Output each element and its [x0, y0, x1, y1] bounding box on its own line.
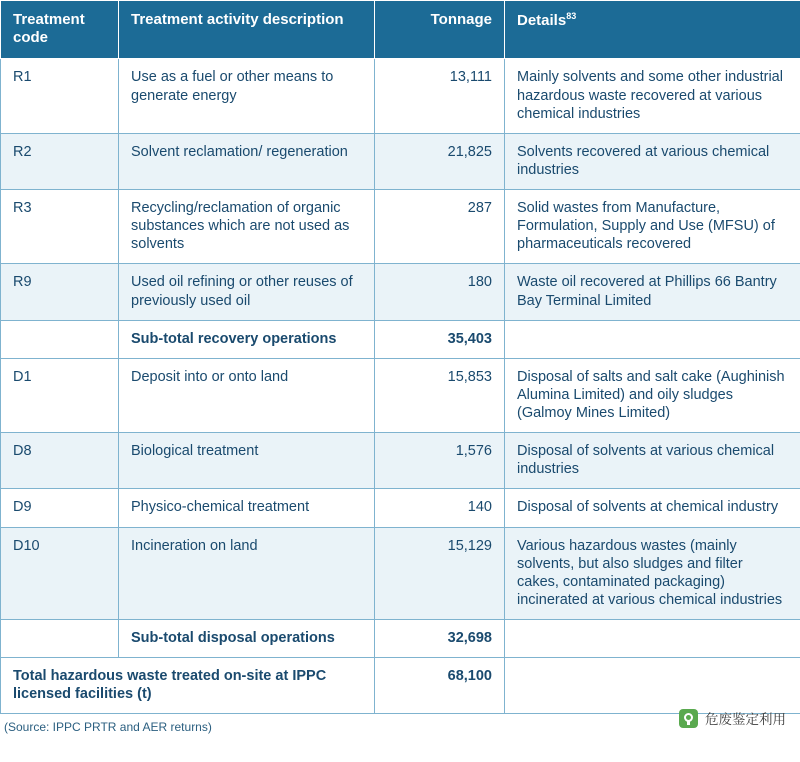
cell-tonnage: 287 — [375, 190, 505, 264]
table-body — [1, 59, 800, 714]
cell-details: Solvents recovered at various chemical industries — [505, 133, 800, 189]
table-row — [1, 358, 800, 432]
table-row — [1, 133, 800, 189]
cell-tonnage: 21,825 — [375, 133, 505, 189]
cell-code: D10 — [1, 527, 119, 620]
table-row — [1, 527, 800, 620]
column-header-treatment-code: Treatment code — [1, 1, 119, 59]
column-header-details — [505, 1, 800, 59]
cell-details: Mainly solvents and some other industrial hazardous waste recovered at various chemical industries — [505, 59, 800, 133]
table-row — [1, 190, 800, 264]
cell-tonnage: 15,853 — [375, 358, 505, 432]
table-row — [1, 264, 800, 320]
cell-code: R9 — [1, 264, 119, 320]
cell-code: R3 — [1, 190, 119, 264]
cell-tonnage: 13,111 — [375, 59, 505, 133]
cell-description: Biological treatment — [119, 433, 375, 489]
cell-details: Solid wastes from Manufacture, Formulation, Supply and Use (MFSU) of pharmaceuticals recovered — [505, 190, 800, 264]
table-row — [1, 489, 800, 527]
cell-details — [505, 620, 800, 658]
cell-description: Incineration on land — [119, 527, 375, 620]
cell-code: R2 — [1, 133, 119, 189]
cell-description: Recycling/reclamation of organic substances which are not used as solvents — [119, 190, 375, 264]
cell-tonnage: 15,129 — [375, 527, 505, 620]
source-note: (Source: IPPC PRTR and AER returns) — [4, 720, 212, 735]
details-footnote-marker: 83 — [566, 11, 577, 21]
cell-code: D8 — [1, 433, 119, 489]
cell-details: Waste oil recovered at Phillips 66 Bantry Bay Terminal Limited — [505, 264, 800, 320]
table-row — [1, 433, 800, 489]
details-label: Details — [517, 12, 567, 29]
cell-description: Solvent reclamation/ regeneration — [119, 133, 375, 189]
cell-description: Used oil refining or other reuses of previously used oil — [119, 264, 375, 320]
cell-description: Physico-chemical treatment — [119, 489, 375, 527]
cell-total-tonnage: 68,100 — [375, 658, 505, 714]
cell-code — [1, 620, 119, 658]
cell-code: D9 — [1, 489, 119, 527]
cell-description: Use as a fuel or other means to generate energy — [119, 59, 375, 133]
table-row-subtotal-recovery — [1, 320, 800, 358]
cell-details: Disposal of solvents at chemical industry — [505, 489, 800, 527]
cell-tonnage: 32,698 — [375, 620, 505, 658]
cell-tonnage: 180 — [375, 264, 505, 320]
cell-description: Deposit into or onto land — [119, 358, 375, 432]
cell-details — [505, 320, 800, 358]
cell-details: Disposal of solvents at various chemical industries — [505, 433, 800, 489]
cell-total-label: Total hazardous waste treated on-site at IPPC licensed facilities (t) — [1, 658, 375, 714]
cell-code — [1, 320, 119, 358]
cell-details: Various hazardous wastes (mainly solvents, but also sludges and filter cakes, contaminated packaging) incinerated at various chemical industries — [505, 527, 800, 620]
column-header-description: Treatment activity description — [119, 1, 375, 59]
table-header — [1, 1, 800, 59]
cell-tonnage: 1,576 — [375, 433, 505, 489]
table-row — [1, 59, 800, 133]
cell-tonnage: 140 — [375, 489, 505, 527]
header-row — [1, 1, 800, 59]
table-row-total — [1, 658, 800, 714]
table-row-subtotal-disposal — [1, 620, 800, 658]
cell-tonnage: 35,403 — [375, 320, 505, 358]
cell-code: R1 — [1, 59, 119, 133]
cell-details: Disposal of salts and salt cake (Aughinish Alumina Limited) and oily sludges (Galmoy Mines Limited) — [505, 358, 800, 432]
wechat-badge-icon — [679, 709, 698, 728]
cell-code: D1 — [1, 358, 119, 432]
watermark-text: 危废鉴定利用 — [705, 712, 786, 728]
cell-description: Sub-total disposal operations — [119, 620, 375, 658]
cell-description: Sub-total recovery operations — [119, 320, 375, 358]
cell-total-details — [505, 658, 800, 714]
watermark — [679, 708, 786, 728]
column-header-tonnage: Tonnage — [375, 1, 505, 59]
